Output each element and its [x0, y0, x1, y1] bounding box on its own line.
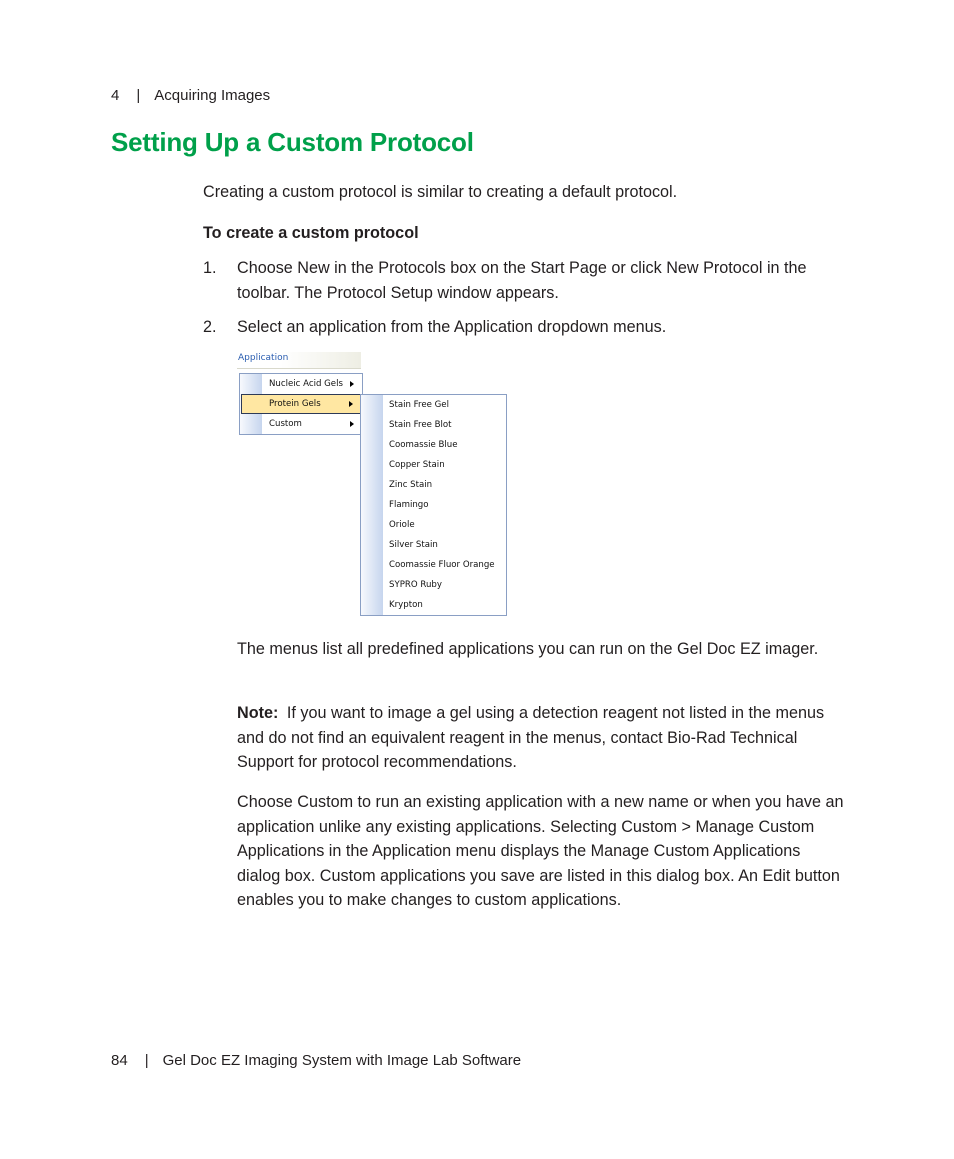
submenu-arrow-icon	[350, 381, 354, 387]
menu-item-nucleic-acid-gels[interactable]	[241, 374, 361, 394]
menu-item-label: Nucleic Acid Gels	[269, 379, 343, 389]
custom-paragraph: Choose Custom to run an existing application with a new name or when you have an application unlike any existing applications. Selecting Custom > Manage Custom Applications in the Application menu displays the Manage Custom Applications dialog box. Custom applications you save are listed in this dialog box. An Edit button enables you to make changes to custom applications.	[237, 793, 844, 909]
menu-item-label: Custom	[269, 419, 302, 429]
header-separator: |	[136, 87, 141, 104]
chapter-title: Acquiring Images	[154, 87, 271, 104]
submenu-item[interactable]: Coomassie Blue	[389, 440, 458, 450]
note-text: If you want to image a gel using a detection reagent not listed in the menus and do not find an equivalent reagent in the menus, contact Bio-Rad Technical Support for protocol recommendations.	[237, 704, 825, 771]
note-paragraph	[237, 701, 847, 775]
note-label: Note:	[237, 704, 279, 722]
menu-item-label: Protein Gels	[269, 399, 321, 409]
step-number: 2.	[203, 318, 217, 336]
document-title: Gel Doc EZ Imaging System with Image Lab Software	[162, 1052, 522, 1069]
procedure-heading: To create a custom protocol	[203, 224, 419, 242]
submenu-item[interactable]: Oriole	[389, 520, 415, 530]
menu-item-protein-gels[interactable]	[241, 394, 361, 414]
page-number: 84	[111, 1052, 128, 1069]
application-menu-label[interactable]: Application	[237, 352, 361, 369]
submenu-item[interactable]: Copper Stain	[389, 460, 445, 470]
submenu-item[interactable]: Coomassie Fluor Orange	[389, 560, 495, 570]
protein-gels-submenu	[360, 394, 507, 616]
step-text: Select an application from the Application dropdown menus.	[237, 318, 667, 336]
submenu-arrow-icon	[349, 401, 353, 407]
submenu-item[interactable]: Stain Free Blot	[389, 420, 452, 430]
intro-paragraph: Creating a custom protocol is similar to creating a default protocol.	[203, 183, 678, 201]
step-1	[203, 256, 843, 306]
submenu-item[interactable]: Zinc Stain	[389, 480, 433, 490]
submenu-arrow-icon	[350, 421, 354, 427]
section-title: Setting Up a Custom Protocol	[111, 127, 474, 157]
running-header	[111, 87, 270, 104]
step-number: 1.	[203, 259, 217, 277]
menu-item-custom[interactable]	[241, 414, 361, 434]
application-dropdown-menu	[239, 373, 363, 435]
step-text: Choose New in the Protocols box on the Start Page or click New Protocol in the toolbar. The Protocol Setup window appears.	[237, 259, 807, 302]
submenu-item[interactable]: Silver Stain	[389, 540, 438, 550]
submenu-item[interactable]: Stain Free Gel	[389, 400, 449, 410]
menus-list-paragraph: The menus list all predefined applications you can run on the Gel Doc EZ imager.	[237, 640, 819, 658]
chapter-number: 4	[111, 87, 120, 104]
step-2	[203, 315, 843, 340]
application-menu-figure	[237, 352, 512, 618]
submenu-item[interactable]: SYPRO Ruby	[389, 580, 442, 590]
footer-separator: |	[144, 1052, 149, 1069]
submenu-item[interactable]: Flamingo	[389, 500, 429, 510]
running-footer	[111, 1052, 521, 1069]
submenu-item[interactable]: Krypton	[389, 600, 423, 610]
